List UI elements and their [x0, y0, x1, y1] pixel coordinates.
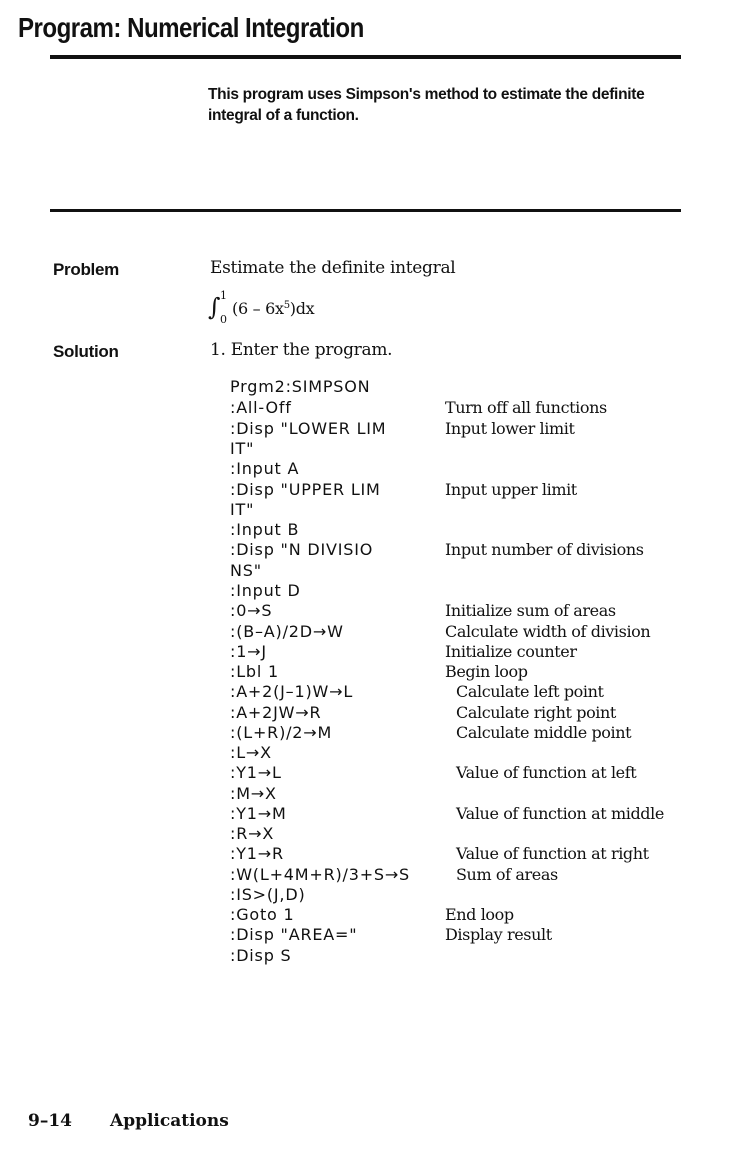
code-comment: Calculate width of division	[445, 622, 651, 641]
code-line: IT"	[230, 500, 255, 519]
code-comment: Calculate right point	[456, 703, 616, 722]
code-comment: Turn off all functions	[445, 398, 607, 417]
code-line: :Y1→R	[230, 844, 284, 863]
solution-label: Solution	[53, 342, 119, 361]
code-line: :L→X	[230, 743, 272, 762]
code-line: :All-Off	[230, 398, 292, 417]
code-comment: Initialize sum of areas	[445, 601, 616, 620]
integrand-base: (6 – 6x	[232, 299, 284, 318]
code-comment: Calculate middle point	[456, 723, 632, 742]
code-line: :Input A	[230, 459, 300, 478]
code-comment: Input number of divisions	[445, 540, 644, 559]
code-comment: Initialize counter	[445, 642, 577, 661]
code-line: :Disp S	[230, 946, 292, 965]
integral-sign: ∫	[208, 293, 221, 321]
problem-label: Problem	[53, 260, 119, 279]
code-line: NS"	[230, 561, 262, 580]
code-line: :Disp "LOWER LIM	[230, 419, 387, 438]
code-comment: End loop	[445, 905, 514, 924]
solution-step: 1. Enter the program.	[210, 340, 393, 360]
code-comment: Calculate left point	[456, 682, 604, 701]
code-line: :M→X	[230, 784, 277, 803]
code-line: :Lbl 1	[230, 662, 279, 681]
code-line: :A+2JW→R	[230, 703, 322, 722]
integrand-dx: )dx	[289, 299, 315, 318]
page-title: Program: Numerical Integration	[18, 12, 364, 43]
code-line: :Goto 1	[230, 905, 295, 924]
code-line: :Y1→M	[230, 804, 287, 823]
problem-text: Estimate the definite integral	[210, 258, 456, 278]
code-comment: Value of function at right	[456, 844, 649, 863]
integrand	[232, 299, 314, 318]
code-comment: Input upper limit	[445, 480, 577, 499]
section-name: Applications	[110, 1111, 229, 1131]
code-line: :W(L+4M+R)/3+S→S	[230, 865, 411, 884]
code-comment: Begin loop	[445, 662, 528, 681]
code-line: :Input B	[230, 520, 300, 539]
code-line: :IS>(J,D)	[230, 885, 306, 904]
page-number: 9–14	[28, 1111, 72, 1131]
code-comment: Value of function at middle	[456, 804, 664, 823]
code-line: :Disp "AREA="	[230, 925, 358, 944]
code-line: :Disp "UPPER LIM	[230, 480, 381, 499]
code-line: :(B–A)/2D→W	[230, 622, 344, 641]
page-footer	[28, 1111, 229, 1131]
code-line: :Y1→L	[230, 763, 282, 782]
integrand-exponent: 5	[283, 300, 290, 311]
code-line: :R→X	[230, 824, 275, 843]
integral-upper-limit: 1	[220, 289, 227, 302]
code-comment: Input lower limit	[445, 419, 575, 438]
code-comment: Sum of areas	[456, 865, 558, 884]
code-line: :1→J	[230, 642, 267, 661]
integral-expression	[208, 289, 408, 333]
code-line: Prgm2:SIMPSON	[230, 377, 371, 396]
section-rule	[50, 209, 681, 212]
title-rule	[50, 55, 681, 59]
intro-text: This program uses Simpson's method to estimate the definite integral of a function.	[208, 86, 645, 124]
code-line: :Disp "N DIVISIO	[230, 540, 374, 559]
code-line: :(L+R)/2→M	[230, 723, 333, 742]
code-comment: Value of function at left	[456, 763, 637, 782]
integral-lower-limit: 0	[220, 313, 227, 326]
code-line: :A+2(J–1)W→L	[230, 682, 354, 701]
code-comment: Display result	[445, 925, 552, 944]
code-line: :0→S	[230, 601, 273, 620]
code-line: :Input D	[230, 581, 301, 600]
code-line: IT"	[230, 439, 255, 458]
